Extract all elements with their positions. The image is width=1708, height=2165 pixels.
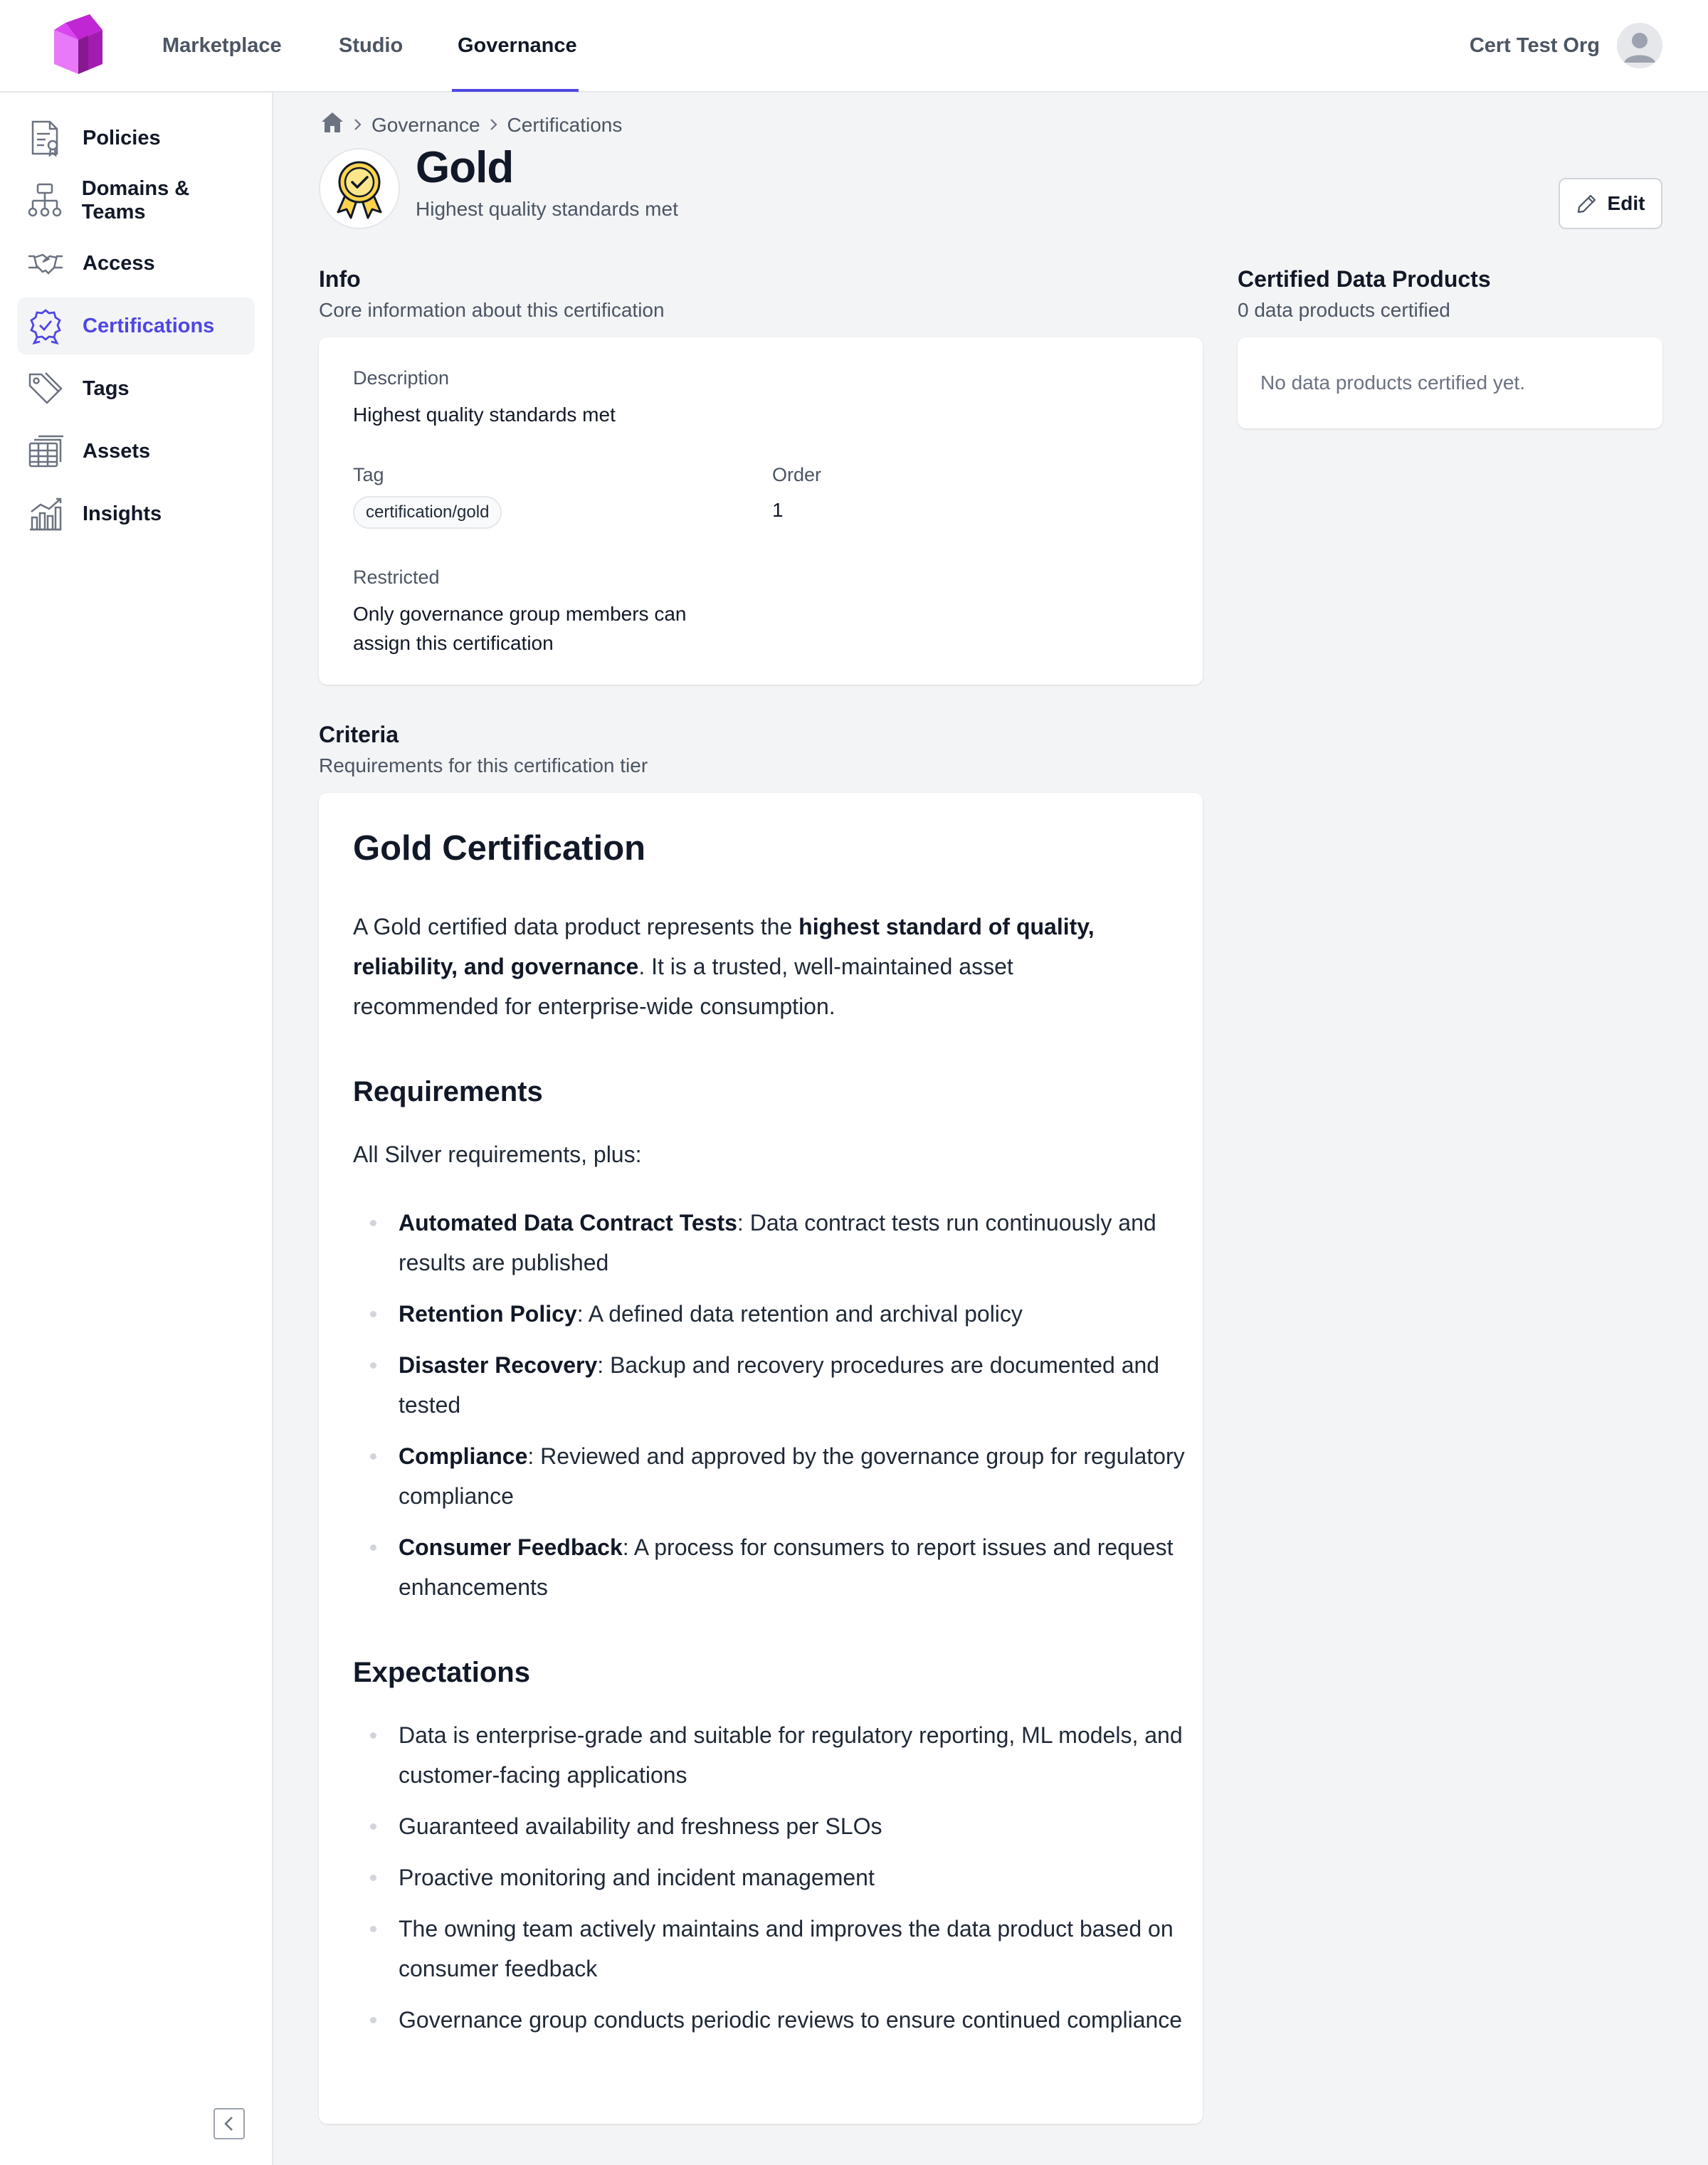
list-item: Governance group conducts periodic reviews to ensure continued compliance [399, 2000, 1188, 2040]
list-item: Proactive monitoring and incident management [399, 1858, 1188, 1897]
criteria-heading: Gold Certification [353, 829, 646, 868]
edit-button-label: Edit [1607, 192, 1645, 214]
breadcrumb-governance[interactable]: Governance [371, 113, 480, 136]
list-item: The owning team actively maintains and improves the data product based on consumer feedback [399, 1909, 1188, 1988]
active-nav-indicator [452, 89, 579, 92]
requirements-heading: Requirements [353, 1076, 543, 1107]
tag-label: Tag [353, 464, 384, 485]
restricted-label: Restricted [353, 567, 440, 588]
list-item: Automated Data Contract Tests: Data contract tests run continuously and results are published [399, 1203, 1188, 1282]
collapse-sidebar-button[interactable] [214, 2108, 245, 2139]
sidebar-item-certifications[interactable] [17, 297, 255, 354]
info-card [319, 337, 1203, 685]
certified-products-count: 0 data products certified [1238, 299, 1450, 321]
description-value: Highest quality standards met [353, 404, 616, 426]
sidebar-item-domains-teams[interactable] [17, 172, 255, 229]
handshake-icon [27, 245, 64, 282]
certification-badge [319, 148, 400, 229]
sidebar-item-label: Assets [83, 439, 151, 463]
sidebar-item-assets[interactable] [17, 423, 255, 480]
chevron-right-icon [489, 114, 499, 137]
sidebar-item-label: Access [83, 251, 155, 275]
edit-button[interactable] [1559, 178, 1662, 229]
criteria-section-title: Criteria [319, 722, 399, 747]
requirements-intro: All Silver requirements, plus: [353, 1142, 642, 1167]
info-section-title: Info [319, 266, 361, 292]
sidebar [0, 93, 273, 2165]
tag-pill[interactable]: certification/gold [353, 496, 502, 529]
page-subtitle: Highest quality standards met [416, 198, 678, 220]
order-value: 1 [772, 499, 784, 521]
sidebar-item-label: Insights [83, 502, 162, 525]
certified-products-title: Certified Data Products [1238, 266, 1491, 292]
description-label: Description [353, 367, 450, 389]
nav-studio[interactable]: Studio [339, 34, 404, 57]
criteria-intro: A Gold certified data product represents the highest standard of quality, reliability, and governance. It is a trusted, well-maintained asset recommended for enterprise-wide consumption. [353, 914, 1095, 1019]
pencil-icon [1576, 193, 1598, 214]
hierarchy-icon [27, 182, 63, 219]
policy-document-icon [27, 120, 64, 157]
list-item: Disaster Recovery: Backup and recovery procedures are documented and tested [399, 1345, 1188, 1425]
nav-marketplace[interactable]: Marketplace [162, 34, 282, 57]
list-item: Consumer Feedback: A process for consumers to report issues and request enhancements [399, 1527, 1188, 1607]
page-title: Gold [416, 143, 514, 192]
criteria-card [319, 793, 1203, 2124]
breadcrumb-certifications[interactable]: Certifications [507, 113, 623, 136]
breadcrumb [320, 111, 622, 139]
restricted-value-line2: assign this certification [353, 632, 554, 654]
sidebar-item-label: Domains & Teams [81, 177, 190, 223]
tag-icon [27, 370, 64, 407]
sidebar-item-tags[interactable] [17, 360, 255, 417]
gold-medal-icon [331, 158, 388, 219]
list-item: Guaranteed availability and freshness per SLOs [399, 1806, 1188, 1846]
sidebar-item-access[interactable] [17, 235, 255, 292]
assets-table-icon [27, 433, 64, 470]
list-item: Data is enterprise-grade and suitable for regulatory reporting, ML models, and customer-facing applications [399, 1715, 1188, 1795]
nav-governance[interactable]: Governance [458, 34, 577, 57]
info-section-subtitle: Core information about this certification [319, 299, 665, 321]
sidebar-item-label: Tags [83, 376, 130, 400]
chart-icon [27, 495, 64, 532]
top-navigation-bar [0, 0, 1708, 93]
order-label: Order [772, 464, 822, 485]
organization-name[interactable]: Cert Test Org [1469, 34, 1600, 57]
chevron-right-icon [353, 114, 363, 137]
restricted-value-line1: Only governance group members can [353, 603, 687, 625]
sidebar-item-policies[interactable] [17, 110, 255, 167]
list-item: Compliance: Reviewed and approved by the governance group for regulatory compliance [399, 1436, 1188, 1516]
certificate-badge-icon [27, 307, 64, 344]
expectations-heading: Expectations [353, 1657, 530, 1688]
empty-state-text: No data products certified yet. [1260, 372, 1525, 394]
certified-products-card [1238, 337, 1662, 428]
sidebar-item-label: Certifications [83, 314, 215, 337]
user-avatar[interactable] [1617, 23, 1662, 68]
list-item: Retention Policy: A defined data retention and archival policy [399, 1294, 1188, 1334]
chevron-left-icon [222, 2115, 236, 2132]
home-icon[interactable] [320, 111, 344, 139]
sidebar-item-insights[interactable] [17, 485, 255, 542]
criteria-section-subtitle: Requirements for this certification tier [319, 754, 648, 776]
app-logo[interactable] [48, 14, 108, 75]
sidebar-item-label: Policies [83, 126, 161, 149]
